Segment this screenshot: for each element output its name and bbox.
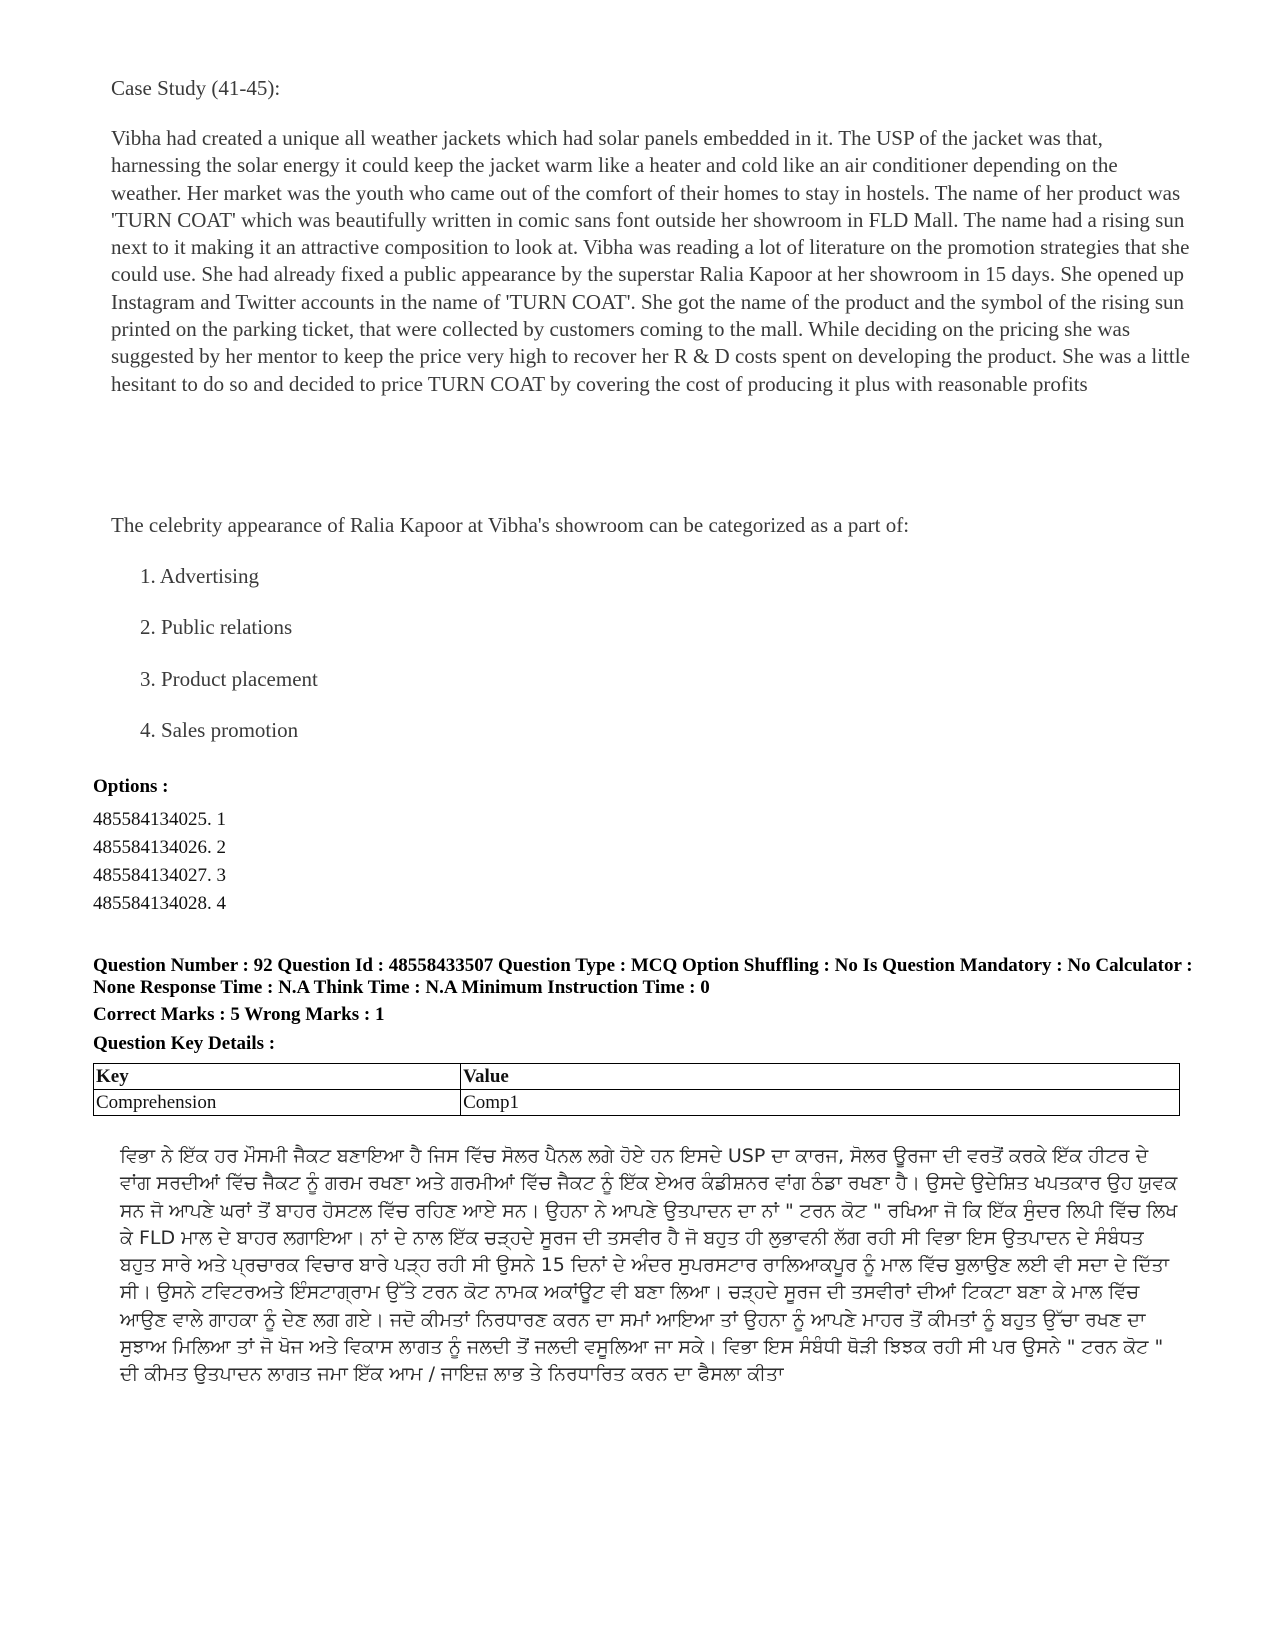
choice-2: 2. Public relations [140,615,293,639]
table-cell-key: Comprehension [94,1090,461,1116]
punjabi-paragraph: ਵਿਭਾ ਨੇ ਇੱਕ ਹਰ ਮੌਸਮੀ ਜੈਕਟ ਬਣਾਇਆ ਹੈ ਜਿਸ ਵਿੱਚ ਸੋਲਰ ਪੈਨਲ ਲਗੇ ਹੋਏ ਹਨ ਇਸਦੇ USP ਦਾ ਕਾਰਜ, ਸੋਲਰ ਊਰਜਾ ਦੀ ਵਰਤੋਂ ਕਰਕੇ ਇੱਕ ਹੀਟਰ ਦੇ ਵਾਂਗ ਸਰਦੀਆਂ ਵਿੱਚ ਜੈਕਟ ਨੂੰ ਗਰਮ ਰਖਣਾ ਅਤੇ ਗਰਮੀਆਂ ਵਿੱਚ ਜੈਕਟ ਨੂੰ ਇੱਕ ਏਅਰ ਕੰਡੀਸ਼ਨਰ ਵਾਂਗ ਠੰਡਾ ਰਖਣਾ ਹੈ। ਉਸਦੇ ਉਦੇਸ਼ਿਤ ਖਪਤਕਾਰ ਉਹ ਯੁਵਕ ਸਨ ਜੋ ਆਪਣੇ ਘਰਾਂ ਤੋਂ ਬਾਹਰ ਹੋਸਟਲ ਵਿੱਚ ਰਹਿਣ ਆਏ ਸਨ। ਉਹਨਾ ਨੇ ਆਪਣੇ ਉਤਪਾਦਨ ਦਾ ਨਾਂ " ਟਰਨ ਕੋਟ " ਰਖਿਆ ਜੋ ਕਿ ਇੱਕ ਸੁੰਦਰ ਲਿਪੀ ਵਿੱਚ ਲਿਖ ਕੇ FLD ਮਾਲ ਦੇ ਬਾਹਰ ਲਗਾਇਆ। ਨਾਂ ਦੇ ਨਾਲ ਇੱਕ ਚੜ੍ਹਦੇ ਸੂਰਜ ਦੀ ਤਸਵੀਰ ਹੈ ਜੋ ਬਹੁਤ ਹੀ ਲੁਭਾਵਨੀ ਲੱਗ ਰਹੀ ਸੀ ਵਿਭਾ ਇਸ ਉਤਪਾਦਨ ਦੇ ਸੰਬੰਧਤ ਬਹੁਤ ਸਾਰੇ ਅਤੇ ਪ੍ਰਚਾਰਕ ਵਿਚਾਰ ਬਾਰੇ ਪੜ੍ਹ ਰਹੀ ਸੀ ਉਸਨੇ 15 ਦਿਨਾਂ ਦੇ ਅੰਦਰ ਸੁਪਰਸਟਾਰ ਰਾਲਿਆਕਪੂਰ ਨੂੰ ਮਾਲ ਵਿੱਚ ਬੁਲਾਉਣ ਲਈ ਵੀ ਸਦਾ ਦੇ ਦਿੱਤਾ ਸੀ। ਉਸਨੇ ਟਵਿਟਰਅਤੇ ਇੰਸਟਾਗ੍ਰਾਮ ਉੱਤੇ ਟਰਨ ਕੋਟ ਨਾਮਕ ਅਕਾਂਊਟ ਵੀ ਬਣਾ ਲਿਆ। ਚੜ੍ਹਦੇ ਸੂਰਜ ਦੀ ਤਸਵੀਰਾਂ ਦੀਆਂ ਟਿਕਟਾ ਬਣਾ ਕੇ ਮਾਲ ਵਿੱਚ ਆਉਣ ਵਾਲੇ ਗਾਹਕਾ ਨੂੰ ਦੇਣ ਲਗ ਗਏ। ਜਦੋ ਕੀਮਤਾਂ ਨਿਰਧਾਰਣ ਕਰਨ ਦਾ ਸਮਾਂ ਆਇਆ ਤਾਂ ਉਹਨਾ ਨੂੰ ਆਪਣੇ ਮਾਹਰ ਤੋਂ ਕੀਮਤਾਂ ਨੂੰ ਬਹੁਤ ਉੱਚਾ ਰਖਣ ਦਾ ਸੁਝਾਅ ਮਿਲਿਆ ਤਾਂ ਜੋ ਖੋਜ ਅਤੇ ਵਿਕਾਸ ਲਾਗਤ ਨੂੰ ਜਲਦੀ ਤੋਂ ਜਲਦੀ ਵਸੂਲਿਆ ਜਾ ਸਕੇ। ਵਿਭਾ ਇਸ ਸੰਬੰਧੀ ਥੋੜੀ ਝਿਝਕ ਰਹੀ ਸੀ ਪਰ ਉਸਨੇ " ਟਰਨ ਕੋਟ " ਦੀ ਕੀਮਤ ਉਤਪਾਦਨ ਲਾਗਤ ਜਮਾ ਇੱਕ ਆਮ / ਜਾਇਜ਼ ਲਾਭ ਤੇ ਨਿਰਧਾਰਿਤ ਕਰਨ ਦਾ ਫੈਸਲਾ ਕੀਤਾ [120,1145,1178,1386]
case-study-paragraph: Vibha had created a unique all weather jackets which had solar panels embedded in it. The USP of the jacket was that, harnessing the solar energy it could keep the jacket warm like a heater and cold like an air conditioner depending on the weather. Her market was the youth who came out of the comfort of their homes to stay in hostels. The name of her product was 'TURN COAT' which was beautifully written in comic sans font outside her showroom in FLD Mall. The name had a rising sun next to it making it an attractive composition to look at. Vibha was reading a lot of literature on the promotion strategies that she could use. She had already fixed a public appearance by the superstar Ralia Kapoor at her showroom in 15 days. She opened up Instagram and Twitter accounts in the name of 'TURN COAT'. She got the name of the product and the symbol of the rising sun printed on the parking ticket, that were collected by customers coming to the mall. While deciding on the pricing she was suggested by her mentor to keep the price very high to recover her R & D costs spent on developing the product. She was a little hesitant to do so and decided to price TURN COAT by covering the cost of producing it plus with reasonable profits [111,126,1190,396]
option-id-list [93,806,226,918]
marks-line: Correct Marks : 5 Wrong Marks : 1 [93,1004,385,1025]
choice-1: 1. Advertising [140,564,259,588]
question-meta-line: Question Number : 92 Question Id : 48558433507 Question Type : MCQ Option Shuffling : No Is Question Mandatory : No Calculator : None Response Time : N.A Think Time : N.A Minimum Instruction Time : 0 [93,955,1193,998]
table-header-value: Value [461,1064,1180,1090]
case-study-title: Case Study (41-45): [111,76,281,100]
option-id-item: 485584134027. 3 [93,865,226,886]
table-header-key: Key [94,1064,461,1090]
choice-3: 3. Product placement [140,667,318,691]
table-cell-value: Comp1 [461,1090,1180,1116]
question-text: The celebrity appearance of Ralia Kapoor at Vibha's showroom can be categorized as a part of: [111,513,910,537]
table-header-row [94,1064,1180,1090]
options-label: Options : [93,776,169,797]
table-row [94,1090,1180,1116]
key-details-label: Question Key Details : [93,1033,276,1054]
key-details-table [93,1063,1180,1116]
option-id-item: 485584134028. 4 [93,893,226,914]
option-id-item: 485584134026. 2 [93,837,226,858]
option-id-item: 485584134025. 1 [93,809,226,830]
choice-4: 4. Sales promotion [140,718,299,742]
